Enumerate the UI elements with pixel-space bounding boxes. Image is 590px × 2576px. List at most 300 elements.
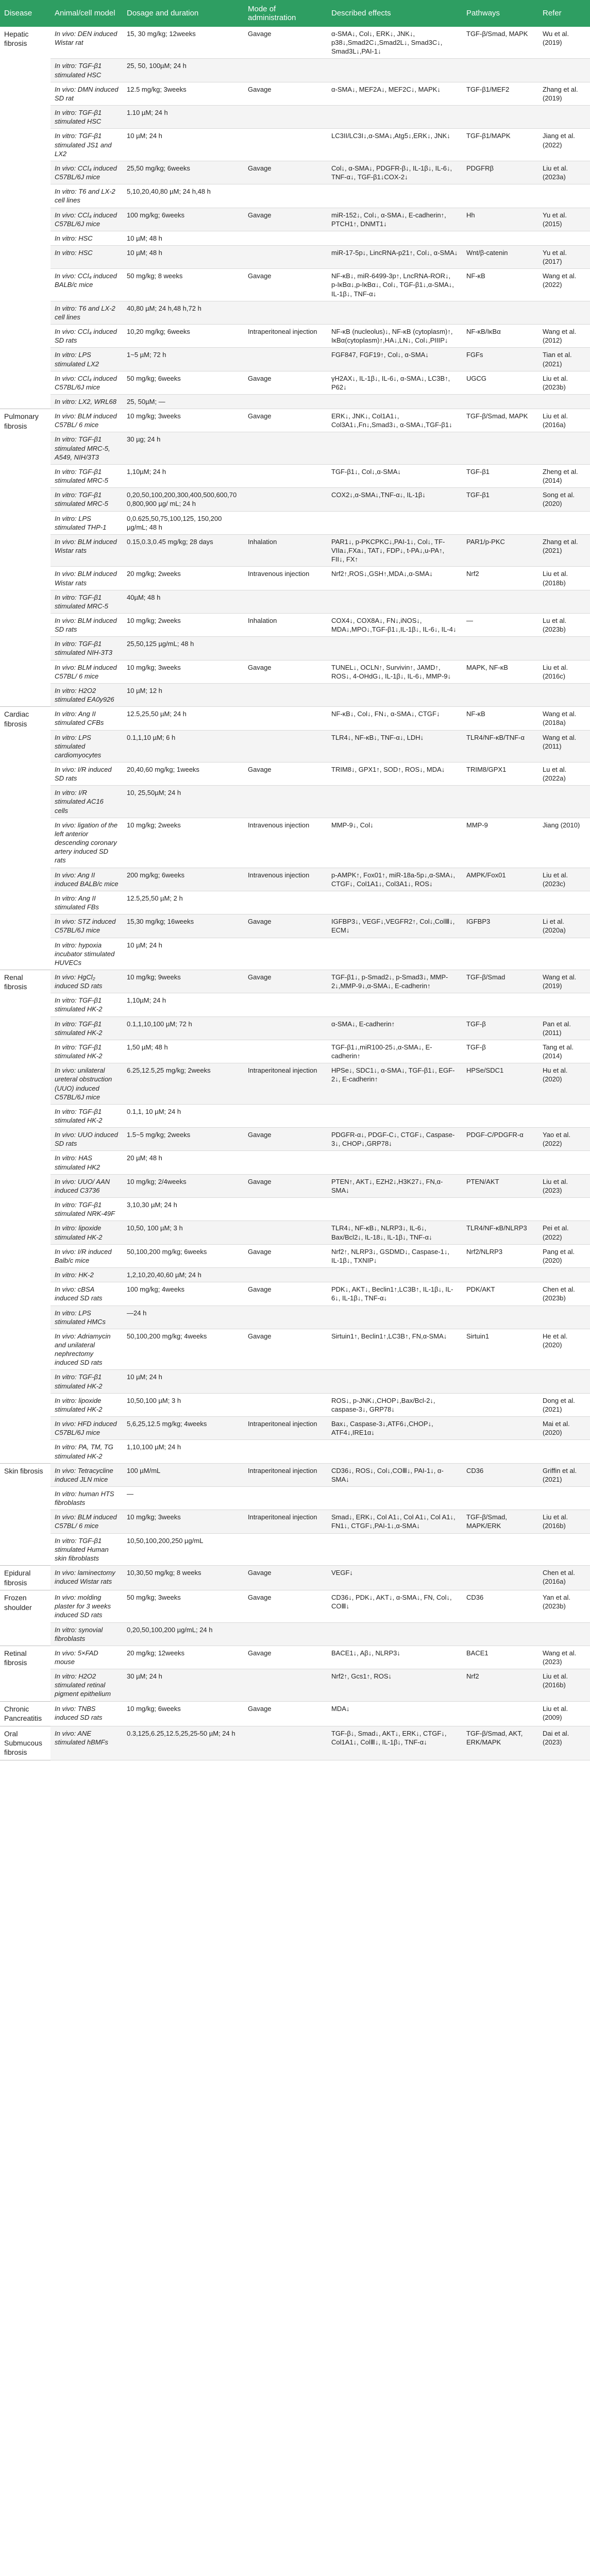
pathways-cell — [462, 1487, 538, 1510]
described-effects-cell: miR-17-5p↓, LincRNA-p21↑, Col↓, α-SMA↓ — [327, 245, 462, 268]
mode-of-administration-cell — [244, 511, 327, 534]
dosage-duration-cell: 3,10,30 µM; 24 h — [123, 1198, 244, 1221]
reference-cell — [538, 1440, 590, 1463]
reference-cell — [538, 59, 590, 82]
described-effects-cell — [327, 231, 462, 245]
described-effects-cell — [327, 301, 462, 324]
animal-cell-model-cell: In vitro: LPS stimulated HMCs — [50, 1306, 123, 1329]
disease-cell: Retinal fibrosis — [0, 1646, 50, 1701]
mode-of-administration-cell — [244, 1487, 327, 1510]
animal-cell-model-cell: In vitro: TGF-β1 stimulated JS1 and LX2 — [50, 129, 123, 161]
table-row — [0, 1063, 590, 1105]
table-row — [0, 1701, 590, 1726]
mode-of-administration-cell — [244, 231, 327, 245]
animal-cell-model-cell: In vitro: TGF-β1 stimulated HK-2 — [50, 1104, 123, 1127]
reference-cell — [538, 1104, 590, 1127]
described-effects-cell: Sirtuin1↑, Beclin1↑,LC3B↑, FN,α-SMA↓ — [327, 1329, 462, 1370]
pathways-cell: CD36 — [462, 1463, 538, 1486]
reference-cell: Song et al. (2020) — [538, 488, 590, 511]
table-row — [0, 1726, 590, 1760]
described-effects-cell: CD36↓, PDK↓, AKT↓, α-SMA↓, FN, Col↓, COⅢ↓ — [327, 1590, 462, 1622]
dosage-duration-cell: 12.5,25,50 µM; 2 h — [123, 891, 244, 914]
dosage-duration-cell: 25, 50, 100µM; 24 h — [123, 59, 244, 82]
mode-of-administration-cell — [244, 1151, 327, 1174]
table-row — [0, 707, 590, 730]
pathways-cell — [462, 231, 538, 245]
reference-cell: Zhang et al. (2021) — [538, 534, 590, 566]
animal-cell-model-cell: In vitro: TGF-β1 stimulated HK-2 — [50, 993, 123, 1016]
reference-cell: Yu et al. (2017) — [538, 245, 590, 268]
table-row — [0, 993, 590, 1016]
reference-cell: Pan et al. (2011) — [538, 1016, 590, 1040]
table-row — [0, 1221, 590, 1244]
animal-cell-model-cell: In vivo: STZ induced C57BL/6J mice — [50, 914, 123, 938]
reference-cell: Li et al. (2020a) — [538, 914, 590, 938]
dosage-duration-cell: 25,50,125 µg/mL; 48 h — [123, 637, 244, 660]
described-effects-cell: TGF-β1↓, p-Smad2↓, p-Smad3↓, MMP-2↓,MMP-9↓,α-SMA↓, E-cadherin↑ — [327, 970, 462, 993]
described-effects-cell: MDA↓ — [327, 1701, 462, 1726]
reference-cell — [538, 891, 590, 914]
reference-cell: Pang et al. (2020) — [538, 1244, 590, 1267]
mode-of-administration-cell: Gavage — [244, 1590, 327, 1622]
reference-cell: Tian et al. (2021) — [538, 348, 590, 371]
animal-cell-model-cell: In vitro: TGF-β1 stimulated HK-2 — [50, 1370, 123, 1393]
table-row — [0, 1174, 590, 1197]
animal-cell-model-cell: In vivo: HgCl₂ induced SD rats — [50, 970, 123, 993]
mode-of-administration-cell — [244, 488, 327, 511]
animal-cell-model-cell: In vitro: HSC — [50, 245, 123, 268]
reference-cell: Wang et al. (2012) — [538, 325, 590, 348]
reference-cell: Tang et al. (2014) — [538, 1040, 590, 1063]
animal-cell-model-cell: In vivo: CCl₄ induced C57BL/6J mice — [50, 208, 123, 231]
animal-cell-model-cell: In vitro: HSC — [50, 231, 123, 245]
pathways-cell: AMPK/Fox01 — [462, 868, 538, 891]
animal-cell-model-cell: In vivo: UUO/ AAN induced C3736 — [50, 1174, 123, 1197]
pathways-cell: TLR4/NF-κB/NLRP3 — [462, 1221, 538, 1244]
dosage-duration-cell: 40µM; 48 h — [123, 590, 244, 613]
animal-cell-model-cell: In vivo: 5×FAD mouse — [50, 1646, 123, 1669]
animal-cell-model-cell: In vitro: LPS stimulated LX2 — [50, 348, 123, 371]
table-row — [0, 269, 590, 301]
dosage-duration-cell: 20 µM; 48 h — [123, 1151, 244, 1174]
pathways-cell — [462, 184, 538, 208]
header-dosage: Dosage and duration — [123, 0, 244, 27]
dosage-duration-cell: 50,100,200 mg/kg; 4weeks — [123, 1329, 244, 1370]
table-row — [0, 1306, 590, 1329]
reference-cell: Liu et al. (2023c) — [538, 868, 590, 891]
dosage-duration-cell: 0.1,1, 10 µM; 24 h — [123, 1104, 244, 1127]
animal-cell-model-cell: In vivo: ligation of the left anterior descending coronary artery induced SD rats — [50, 818, 123, 868]
animal-cell-model-cell: In vitro: LPS stimulated THP-1 — [50, 511, 123, 534]
reference-cell — [538, 432, 590, 464]
mode-of-administration-cell — [244, 395, 327, 409]
animal-cell-model-cell: In vitro: TGF-β1 stimulated HSC — [50, 59, 123, 82]
reference-cell: Pei et al. (2022) — [538, 1221, 590, 1244]
animal-cell-model-cell: In vivo: DMN induced SD rat — [50, 82, 123, 105]
pathways-cell: TGF-β1 — [462, 464, 538, 487]
mode-of-administration-cell: Gavage — [244, 161, 327, 184]
dosage-duration-cell: 10 µM; 24 h — [123, 1370, 244, 1393]
mode-of-administration-cell: Intraperitoneal injection — [244, 1417, 327, 1440]
dosage-duration-cell: 1~5 µM; 72 h — [123, 348, 244, 371]
reference-cell — [538, 637, 590, 660]
table-row — [0, 914, 590, 938]
pathways-cell — [462, 1393, 538, 1416]
dosage-duration-cell: 10 mg/kg; 3weeks — [123, 409, 244, 432]
dosage-duration-cell: 6.25,12.5,25 mg/kg; 2weeks — [123, 1063, 244, 1105]
mode-of-administration-cell: Gavage — [244, 1244, 327, 1267]
dosage-duration-cell: 10 mg/kg; 2weeks — [123, 613, 244, 636]
reference-cell: Wu et al. (2019) — [538, 27, 590, 59]
mode-of-administration-cell — [244, 1104, 327, 1127]
mode-of-administration-cell — [244, 301, 327, 324]
animal-cell-model-cell: In vivo: HFD induced C57BL/6J mice — [50, 1417, 123, 1440]
animal-cell-model-cell: In vivo: CCl₄ induced C57BL/6J mice — [50, 161, 123, 184]
table-row — [0, 245, 590, 268]
dosage-duration-cell: 0.3,125,6.25,12.5,25,25-50 µM; 24 h — [123, 1726, 244, 1760]
pathways-cell — [462, 1198, 538, 1221]
animal-cell-model-cell: In vitro: synovial fibroblasts — [50, 1622, 123, 1646]
reference-cell: Dong et al. (2021) — [538, 1393, 590, 1416]
animal-cell-model-cell: In vitro: TGF-β1 stimulated NRK-49F — [50, 1198, 123, 1221]
described-effects-cell: PTEN↑, AKT↓, EZH2↓,H3K27↓, FN,α-SMA↓ — [327, 1174, 462, 1197]
described-effects-cell: BACE1↓, Aβ↓, NLRP3↓ — [327, 1646, 462, 1669]
table-row — [0, 395, 590, 409]
reference-cell: Griffin et al. (2021) — [538, 1463, 590, 1486]
pathways-cell — [462, 1566, 538, 1590]
reference-cell — [538, 683, 590, 706]
pathways-cell — [462, 511, 538, 534]
pathways-cell: PDGFRβ — [462, 161, 538, 184]
described-effects-cell — [327, 1487, 462, 1510]
header-effects: Described effects — [327, 0, 462, 27]
described-effects-cell — [327, 891, 462, 914]
mode-of-administration-cell — [244, 707, 327, 730]
table-row — [0, 786, 590, 818]
pathways-cell: PDGF-C/PDGFR-α — [462, 1128, 538, 1151]
mode-of-administration-cell — [244, 432, 327, 464]
described-effects-cell: LC3II/LC3I↓,α-SMA↓,Atg5↓,ERK↓, JNK↓ — [327, 129, 462, 161]
described-effects-cell — [327, 1622, 462, 1646]
described-effects-cell: Nrf2↑, NLRP3↓, GSDMD↓, Caspase-1↓, IL-1β↓, TXNIP↓ — [327, 1244, 462, 1267]
reference-cell — [538, 1306, 590, 1329]
reference-cell: Lu et al. (2022a) — [538, 762, 590, 786]
animal-cell-model-cell: In vitro: human HTS fibroblasts — [50, 1487, 123, 1510]
dosage-duration-cell: 1.5~5 mg/kg; 2weeks — [123, 1128, 244, 1151]
pathways-cell — [462, 1306, 538, 1329]
dosage-duration-cell: 10,50, 100 µM; 3 h — [123, 1221, 244, 1244]
table-row — [0, 371, 590, 394]
reference-cell — [538, 938, 590, 970]
described-effects-cell — [327, 1198, 462, 1221]
animal-cell-model-cell: In vivo: I/R induced SD rats — [50, 762, 123, 786]
reference-cell: Yan et al. (2023b) — [538, 1590, 590, 1622]
animal-cell-model-cell: In vivo: I/R induced Balb/c mice — [50, 1244, 123, 1267]
mode-of-administration-cell: Intraperitoneal injection — [244, 1463, 327, 1486]
table-row — [0, 325, 590, 348]
mode-of-administration-cell — [244, 938, 327, 970]
animal-cell-model-cell: In vitro: TGF-β1 stimulated HK-2 — [50, 1040, 123, 1063]
reference-cell: Liu et al. (2016b) — [538, 1669, 590, 1701]
table-row — [0, 1104, 590, 1127]
pathways-cell: TGF-β/Smad, AKT, ERK/MAPK — [462, 1726, 538, 1760]
animal-cell-model-cell: In vitro: TGF-β1 stimulated NIH-3T3 — [50, 637, 123, 660]
pathways-cell: TGF-β/Smad, MAPK — [462, 409, 538, 432]
mode-of-administration-cell — [244, 464, 327, 487]
table-row — [0, 1128, 590, 1151]
animal-cell-model-cell: In vivo: Adriamycin and unilateral nephrectomy induced SD rats — [50, 1329, 123, 1370]
animal-cell-model-cell: In vitro: Ang II stimulated CFBs — [50, 707, 123, 730]
dosage-duration-cell: —24 h — [123, 1306, 244, 1329]
dosage-duration-cell: 10 µM; 48 h — [123, 231, 244, 245]
mode-of-administration-cell — [244, 1440, 327, 1463]
animal-cell-model-cell: In vivo: laminectomy induced Wistar rats — [50, 1566, 123, 1590]
mode-of-administration-cell: Gavage — [244, 27, 327, 59]
animal-cell-model-cell: In vitro: TGF-β1 stimulated MRC-5 — [50, 590, 123, 613]
described-effects-cell — [327, 1533, 462, 1565]
reference-cell — [538, 993, 590, 1016]
dosage-duration-cell: 100 mg/kg; 4weeks — [123, 1282, 244, 1306]
table-row — [0, 1487, 590, 1510]
pathways-cell: Hh — [462, 208, 538, 231]
dosage-duration-cell: 20 mg/kg; 12weeks — [123, 1646, 244, 1669]
described-effects-cell: ERK↓, JNK↓, Col1A1↓, Col3A1↓,Fn↓,Smad3↓, α-SMA↓,TGF-β1↓ — [327, 409, 462, 432]
reference-cell — [538, 301, 590, 324]
pathways-cell — [462, 1104, 538, 1127]
reference-cell — [538, 1622, 590, 1646]
pathways-cell: TGF-β1 — [462, 488, 538, 511]
described-effects-cell: HPSe↓, SDC1↓, α-SMA↓, TGF-β1↓, EGF-2↓, E-cadherin↑ — [327, 1063, 462, 1105]
table-row — [0, 1370, 590, 1393]
dosage-duration-cell: 30 µg; 24 h — [123, 432, 244, 464]
pathways-cell — [462, 1440, 538, 1463]
described-effects-cell — [327, 106, 462, 129]
reference-cell: Liu et al. (2023b) — [538, 371, 590, 394]
mode-of-administration-cell: Gavage — [244, 1282, 327, 1306]
reference-cell: Zhang et al. (2019) — [538, 82, 590, 105]
described-effects-cell — [327, 1104, 462, 1127]
described-effects-cell: TUNEL↓, OCLN↑, Survivin↑, JAMD↑, ROS↓, 4-OHdG↓, IL-1β↓, IL-6↓, MMP-9↓ — [327, 660, 462, 683]
dosage-duration-cell: 15,30 mg/kg; 16weeks — [123, 914, 244, 938]
described-effects-cell: Smad↓, ERK↓, Col A1↓, Col A1↓, Col A1↓, FN1↓, CTGF↓,PAI-1↓,α-SMA↓ — [327, 1510, 462, 1533]
animal-cell-model-cell: In vivo: TNBS induced SD rats — [50, 1701, 123, 1726]
dosage-duration-cell: 50 mg/kg; 3weeks — [123, 1590, 244, 1622]
table-row — [0, 1590, 590, 1622]
table-row — [0, 818, 590, 868]
mode-of-administration-cell — [244, 245, 327, 268]
described-effects-cell — [327, 938, 462, 970]
mode-of-administration-cell — [244, 730, 327, 762]
mode-of-administration-cell — [244, 891, 327, 914]
animal-cell-model-cell: In vivo: UUO induced SD rats — [50, 1128, 123, 1151]
mode-of-administration-cell — [244, 1016, 327, 1040]
dosage-duration-cell: 0.15,0.3,0.45 mg/kg; 28 days — [123, 534, 244, 566]
animal-cell-model-cell: In vivo: CCl₄ induced BALB/c mice — [50, 269, 123, 301]
described-effects-cell: Col↓, α-SMA↓, PDGFR-β↓, IL-1β↓, IL-6↓, TNF-α↓, TGF-β1↓COX-2↓ — [327, 161, 462, 184]
dosage-duration-cell: 10,50,100 µM; 3 h — [123, 1393, 244, 1416]
described-effects-cell — [327, 184, 462, 208]
table-row — [0, 348, 590, 371]
dosage-duration-cell: 1,10µM; 24 h — [123, 993, 244, 1016]
pathways-cell: TLR4/NF-κB/TNF-α — [462, 730, 538, 762]
described-effects-cell: COX2↓,α-SMA↓,TNF-α↓, IL-1β↓ — [327, 488, 462, 511]
pathways-cell: Nrf2/NLRP3 — [462, 1244, 538, 1267]
table-row — [0, 534, 590, 566]
reference-cell: Jiang et al. (2022) — [538, 129, 590, 161]
pathways-cell: TGF-β/Smad, MAPK — [462, 27, 538, 59]
dosage-duration-cell: 5,6,25,12.5 mg/kg; 4weeks — [123, 1417, 244, 1440]
header-refer: Refer — [538, 0, 590, 27]
animal-cell-model-cell: In vivo: BLM induced C57BL/ 6 mice — [50, 1510, 123, 1533]
dosage-duration-cell: 10 mg/kg; 2/4weeks — [123, 1174, 244, 1197]
dosage-duration-cell: 25,50 mg/kg; 6weeks — [123, 161, 244, 184]
mode-of-administration-cell — [244, 348, 327, 371]
described-effects-cell: Nrf2↑, Gcs1↑, ROS↓ — [327, 1669, 462, 1701]
animal-cell-model-cell: In vivo: unilateral ureteral obstruction (UUO) induced C57BL/6J mice — [50, 1063, 123, 1105]
animal-cell-model-cell: In vitro: LPS stimulated cardiomyocytes — [50, 730, 123, 762]
dosage-duration-cell: 20 mg/kg; 2weeks — [123, 567, 244, 590]
pathways-cell — [462, 1701, 538, 1726]
reference-cell: Hu et al. (2020) — [538, 1063, 590, 1105]
animal-cell-model-cell: In vitro: HK-2 — [50, 1268, 123, 1282]
described-effects-cell: miR-152↓, Col↓, α-SMA↓, E-cadherin↑, PTCH1↑, DNMT1↓ — [327, 208, 462, 231]
mode-of-administration-cell: Gavage — [244, 371, 327, 394]
pathways-cell: TGF-β1/MEF2 — [462, 82, 538, 105]
reference-cell: Liu et al. (2018b) — [538, 567, 590, 590]
reference-cell — [538, 395, 590, 409]
described-effects-cell: MMP-9↓, Col↓ — [327, 818, 462, 868]
table-row — [0, 970, 590, 993]
reference-cell: Wang et al. (2023) — [538, 1646, 590, 1669]
mode-of-administration-cell: Gavage — [244, 914, 327, 938]
table-row — [0, 488, 590, 511]
table-row — [0, 1440, 590, 1463]
reference-cell: Chen et al. (2023b) — [538, 1282, 590, 1306]
header-pathways: Pathways — [462, 0, 538, 27]
described-effects-cell: FGF847, FGF19↑, Col↓, α-SMA↓ — [327, 348, 462, 371]
table-row — [0, 27, 590, 59]
animal-cell-model-cell: In vivo: DEN induced Wistar rat — [50, 27, 123, 59]
animal-cell-model-cell: In vitro: TGF-β1 stimulated HSC — [50, 106, 123, 129]
dosage-duration-cell: 1,50 µM; 48 h — [123, 1040, 244, 1063]
described-effects-cell: PDK↓, AKT↓, Beclin1↑,LC3B↑, IL-1β↓, IL-6↓, IL-1β↓, TNF-α↓ — [327, 1282, 462, 1306]
reference-cell: Lu et al. (2023b) — [538, 613, 590, 636]
described-effects-cell: α-SMA↓, MEF2A↓, MEF2C↓, MAPK↓ — [327, 82, 462, 105]
dosage-duration-cell: 10 mg/kg; 2weeks — [123, 818, 244, 868]
pathways-cell — [462, 993, 538, 1016]
pathways-cell: TGF-β1/MAPK — [462, 129, 538, 161]
table-row — [0, 1646, 590, 1669]
mode-of-administration-cell: Intravenous injection — [244, 868, 327, 891]
mode-of-administration-cell — [244, 1669, 327, 1701]
described-effects-cell: α-SMA↓, Col↓, ERK↓, JNK↓, p38↓,Smad2C↓,Smad2L↓, Smad3C↓, Smad3L↓,PAI-1↓ — [327, 27, 462, 59]
reference-cell: Wang et al. (2011) — [538, 730, 590, 762]
described-effects-cell: IGFBP3↓, VEGF↓,VEGFR2↑, Col↓,ColⅢ↓, ECM↓ — [327, 914, 462, 938]
described-effects-cell: NF-κB↓, miR-6499-3p↑, LncRNA-ROR↓, p-IκBα↓,p-IκBα↓, Col↓, TGF-β1↓,α-SMA↓, IL-1β↓, TNF-α↓ — [327, 269, 462, 301]
animal-cell-model-cell: In vitro: H2O2 stimulated EA0y926 — [50, 683, 123, 706]
reference-cell — [538, 1487, 590, 1510]
pathways-cell — [462, 1622, 538, 1646]
mode-of-administration-cell — [244, 993, 327, 1016]
dosage-duration-cell: 15, 30 mg/kg; 12weeks — [123, 27, 244, 59]
described-effects-cell: Bax↓, Caspase-3↓,ATF6↓,CHOP↓, ATF4↓,IRE1α↓ — [327, 1417, 462, 1440]
table-row — [0, 683, 590, 706]
described-effects-cell: COX4↓, COX8A↓, FN↓,iNOS↓, MDA↓,MPO↓,TGF-β1↓,IL-1β↓, IL-6↓, IL-4↓ — [327, 613, 462, 636]
described-effects-cell: Nrf2↑,ROS↓,GSH↑,MDA↓,α-SMA↓ — [327, 567, 462, 590]
described-effects-cell: α-SMA↓, E-cadherin↑ — [327, 1016, 462, 1040]
dosage-duration-cell: 30 µM; 24 h — [123, 1669, 244, 1701]
mode-of-administration-cell: Intravenous injection — [244, 818, 327, 868]
table-row — [0, 660, 590, 683]
mode-of-administration-cell: Gavage — [244, 1646, 327, 1669]
mode-of-administration-cell — [244, 1198, 327, 1221]
animal-cell-model-cell: In vitro: TGF-β1 stimulated MRC-5 — [50, 464, 123, 487]
mode-of-administration-cell: Intraperitoneal injection — [244, 1510, 327, 1533]
table-row — [0, 868, 590, 891]
animal-cell-model-cell: In vitro: lipoxide stimulated HK-2 — [50, 1393, 123, 1416]
table-row — [0, 82, 590, 105]
mode-of-administration-cell: Gavage — [244, 660, 327, 683]
reference-cell — [538, 1198, 590, 1221]
table-row — [0, 464, 590, 487]
table-row — [0, 1417, 590, 1440]
described-effects-cell: PDGFR-α↓, PDGF-C↓, CTGF↓, Caspase-3↓, CHOP↓,GRP78↓ — [327, 1128, 462, 1151]
disease-cell: Skin fibrosis — [0, 1463, 50, 1565]
mode-of-administration-cell: Inhalation — [244, 613, 327, 636]
mode-of-administration-cell — [244, 184, 327, 208]
pathways-cell: PTEN/AKT — [462, 1174, 538, 1197]
animal-cell-model-cell: In vivo: BLM induced SD rats — [50, 613, 123, 636]
header-model: Animal/cell model — [50, 0, 123, 27]
dosage-duration-cell: 40,80 µM; 24 h,48 h,72 h — [123, 301, 244, 324]
animal-cell-model-cell: In vivo: CCl₄ induced C57BL/6J mice — [50, 371, 123, 394]
reference-cell: Liu et al. (2016c) — [538, 660, 590, 683]
described-effects-cell: ROS↓, p-JNK↓,CHOP↓,Bax/Bcl-2↓, caspase-3↓, GRP78↓ — [327, 1393, 462, 1416]
dosage-duration-cell: 10 µM; 24 h — [123, 129, 244, 161]
reference-cell: Yao et al. (2022) — [538, 1128, 590, 1151]
described-effects-cell — [327, 395, 462, 409]
pathways-cell: UGCG — [462, 371, 538, 394]
mode-of-administration-cell — [244, 1040, 327, 1063]
table-row — [0, 1151, 590, 1174]
pathways-cell: PDK/AKT — [462, 1282, 538, 1306]
dosage-duration-cell: 50 mg/kg; 6weeks — [123, 371, 244, 394]
pathways-cell: NF-κB/IκBα — [462, 325, 538, 348]
pathways-cell: NF-κB — [462, 707, 538, 730]
pathways-cell: MAPK, NF-κB — [462, 660, 538, 683]
described-effects-cell — [327, 590, 462, 613]
table-row — [0, 432, 590, 464]
animal-cell-model-cell: In vitro: hypoxia incubator stimulated HUVECs — [50, 938, 123, 970]
described-effects-cell: NF-κB (nucleolus)↓, NF-κB (cytoplasm)↑, IκBα(cytoplasm)↑,HA↓,LN↓, Col↓,PIIIP↓ — [327, 325, 462, 348]
disease-cell: Pulmonary fibrosis — [0, 409, 50, 707]
animal-cell-model-cell: In vivo: Ang II induced BALB/c mice — [50, 868, 123, 891]
table-row — [0, 1198, 590, 1221]
reference-cell — [538, 590, 590, 613]
pathways-cell — [462, 683, 538, 706]
mode-of-administration-cell — [244, 590, 327, 613]
reference-cell — [538, 1370, 590, 1393]
reference-cell: Wang et al. (2018a) — [538, 707, 590, 730]
dosage-duration-cell: 0,20,50,100,200,300,400,500,600,700,800,900 µg/ mL; 24 h — [123, 488, 244, 511]
table-row — [0, 1510, 590, 1533]
pathways-cell: FGFs — [462, 348, 538, 371]
pathways-cell — [462, 395, 538, 409]
described-effects-cell: TGF-β↓, Smad↓, AKT↓, ERK↓, CTGF↓, Col1A1↓, ColⅢ↓, IL-1β↓, TNF-α↓ — [327, 1726, 462, 1760]
mode-of-administration-cell: Gavage — [244, 82, 327, 105]
described-effects-cell — [327, 1306, 462, 1329]
mode-of-administration-cell: Gavage — [244, 409, 327, 432]
